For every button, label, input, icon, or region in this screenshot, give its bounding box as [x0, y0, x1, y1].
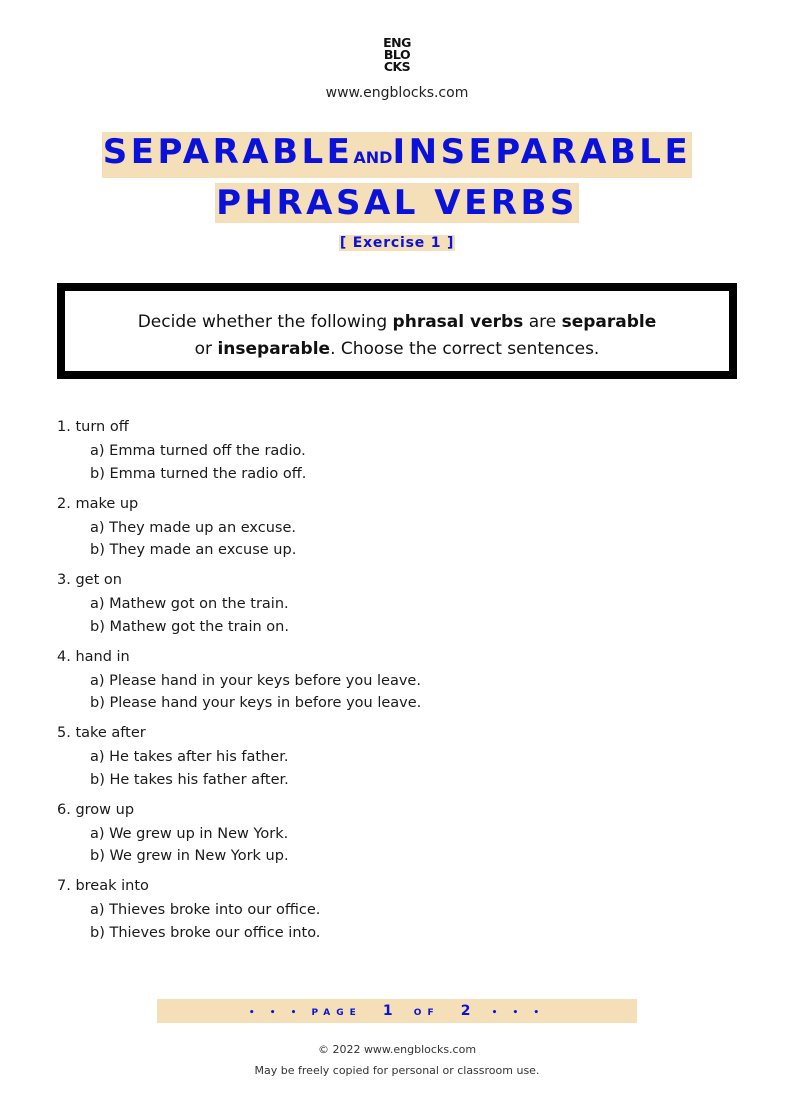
question-stem: 4. hand in — [57, 648, 130, 665]
question-list — [57, 416, 737, 952]
question-item — [57, 416, 737, 493]
title-word-and: AND — [353, 148, 393, 167]
site-url[interactable]: www.engblocks.com — [325, 85, 469, 101]
title-line-2 — [0, 183, 794, 223]
question-stem: 6. grow up — [57, 801, 135, 818]
usage-note: May be freely copied for personal or classroom use. — [254, 1064, 540, 1077]
option-b[interactable]: b) They made an excuse up. — [90, 542, 297, 558]
option-b[interactable]: b) Thieves broke our office into. — [90, 924, 321, 941]
engblocks-logo — [0, 37, 794, 73]
exercise-label — [0, 232, 794, 251]
instructions-box — [57, 283, 737, 379]
page-word: PAGE — [311, 1008, 362, 1018]
question-item — [57, 569, 737, 646]
option-b[interactable]: b) We grew in New York up. — [90, 848, 289, 864]
dots-right: • • • — [491, 1008, 546, 1018]
logo-line-3: CKS — [383, 59, 411, 74]
question-stem: 2. make up — [57, 495, 139, 512]
page-number: 1 — [382, 1003, 393, 1019]
question-item — [57, 722, 737, 799]
instr-text-3: or — [194, 339, 218, 359]
question-stem: 1. turn off — [57, 419, 129, 435]
instr-text-1: Decide whether the following — [137, 312, 393, 332]
instr-text-4: . Choose the correct sentences. — [330, 339, 600, 359]
title-line-1 — [0, 132, 794, 178]
option-b[interactable]: b) Please hand your keys in before you leave. — [90, 695, 422, 711]
option-a[interactable]: a) We grew up in New York. — [90, 825, 289, 842]
question-item — [57, 875, 737, 952]
dots-left: • • • — [248, 1008, 303, 1018]
title-word-inseparable: INSEPARABLE — [392, 132, 692, 172]
option-a[interactable]: a) Emma turned off the radio. — [90, 443, 306, 459]
option-b[interactable]: b) Emma turned the radio off. — [90, 465, 307, 482]
exercise-label-text: [ Exercise 1 ] — [339, 235, 455, 251]
option-b[interactable]: b) He takes his father after. — [90, 771, 289, 788]
option-a[interactable]: a) Mathew got on the train. — [90, 596, 289, 612]
question-item — [57, 646, 737, 723]
copyright: © 2022 www.engblocks.com — [317, 1043, 477, 1056]
instr-bold-phrasal-verbs: phrasal verbs — [392, 312, 524, 332]
instructions-line-1 — [65, 309, 729, 336]
page-indicator — [157, 999, 637, 1023]
option-a[interactable]: a) He takes after his father. — [90, 749, 289, 765]
of-word: OF — [413, 1008, 440, 1018]
option-a[interactable]: a) Please hand in your keys before you leave. — [90, 672, 421, 689]
logo-line-2: BLO — [383, 47, 411, 62]
option-a[interactable]: a) They made up an excuse. — [90, 519, 296, 536]
title-word-separable: SEPARABLE — [102, 132, 354, 172]
question-item — [57, 799, 737, 876]
question-item — [57, 493, 737, 570]
instructions-line-2 — [65, 336, 729, 363]
option-a[interactable]: a) Thieves broke into our office. — [90, 902, 321, 918]
option-b[interactable]: b) Mathew got the train on. — [90, 618, 289, 635]
question-stem: 5. take after — [57, 725, 146, 741]
logo-line-1: ENG — [383, 35, 411, 50]
instr-text-2: are — [523, 312, 562, 332]
question-stem: 7. break into — [57, 878, 149, 894]
question-stem: 3. get on — [57, 572, 122, 588]
title-phrasal-verbs: PHRASAL VERBS — [216, 183, 578, 223]
title-highlight-1 — [102, 132, 692, 178]
instr-bold-separable: separable — [561, 312, 657, 332]
instr-bold-inseparable: inseparable — [217, 339, 331, 359]
page-total: 2 — [460, 1003, 471, 1019]
